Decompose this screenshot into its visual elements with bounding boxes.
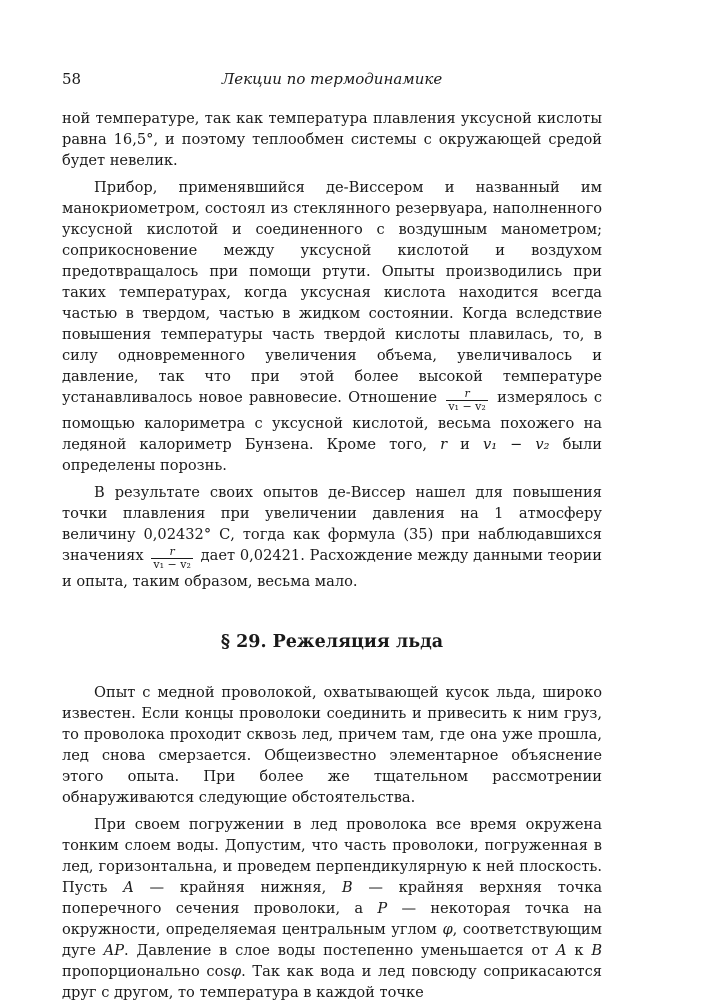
paragraph-text: Опыт с медной проволокой, охватывающей кусок льда, широко известен. Если концы проволоки соединить и привесить к ним груз, то проволока проходит сквозь лед, причем там, где она уже прошла, лед снова смерзается. Общеизвестно элементарное объяснение этого опыта. При более же тщательном рассмотрении обнаруживаются следующие обстоятельства.	[62, 684, 602, 806]
paragraph-text: дает 0,02421. Расхождение между данными теории и опыта, таким образом, весьма мало.	[62, 547, 603, 590]
paragraph-text: пропорционально cos	[62, 963, 231, 980]
paragraph-text: . Давление в слое воды постепенно уменьшается от	[124, 942, 549, 959]
paragraph-wire	[62, 814, 602, 1003]
fraction-r-over-dv	[446, 388, 487, 413]
fraction-numerator: r	[151, 546, 192, 559]
paragraph-text: ной температуре, так как температура плавления уксусной кислоты равна 16,5°, и поэтому теплообмен системы с окружающей средой будет невелик.	[62, 110, 602, 169]
fraction-denominator: v₁ − v₂	[153, 558, 191, 571]
book-page	[62, 70, 602, 1003]
math-variable: φ	[230, 963, 242, 980]
page-number: 58	[62, 70, 82, 88]
math-variable: A	[556, 942, 567, 959]
running-title: Лекции по термодинамике	[221, 70, 443, 88]
math-variable: φ	[442, 921, 453, 938]
paragraph-text: были определены порознь.	[62, 436, 603, 474]
paragraph-manocryometer	[62, 177, 602, 476]
math-expression: v₁ − v₂	[482, 436, 550, 453]
body-text	[62, 108, 602, 1003]
paragraph-text: — крайняя нижняя,	[149, 879, 327, 896]
paragraph-text: Прибор, применявшийся де-Виссером и названный им манокриометром, состоял из стеклянного резервуара, наполненного уксусной кислотой и соединенного с воздушным манометром; соприкосновение между уксусной кислотой и воздухом предотвращалось при помощи ртути. Опыты производились при таких температурах, когда уксусная кислота находится всегда частью в твердом, частью в жидком состоянии. Когда вследствие повышения температуры часть твердой кислоты плавилась, то, в силу одновременного увеличения объема, увеличивалось и давление, так что при этой более высокой температуре устанавливалось новое равновесие. Отношение	[62, 179, 602, 406]
paragraph-text: и	[460, 436, 470, 453]
fraction-denominator: v₁ − v₂	[448, 400, 486, 413]
math-variable: B	[341, 879, 353, 896]
paragraph-results	[62, 482, 602, 592]
paragraph-text: . Так как вода и лед повсюду соприкасаются друг с другом, то температура в каждой точке	[62, 963, 602, 1001]
fraction-r-over-dv	[151, 546, 192, 571]
math-variable: AP	[103, 942, 125, 959]
paragraph-text: — крайняя верхняя точка поперечного сечения проволоки, а	[62, 879, 603, 917]
paragraph-text: При своем погружении в лед проволока все время окружена тонким слоем воды. Допустим, что часть проволоки, погруженная в лед, горизонтальна, и проведем перпендикулярную к ней плоскость. Пусть	[62, 816, 602, 896]
math-variable: P	[377, 900, 388, 917]
math-variable: r	[440, 436, 448, 453]
paragraph-text: — некоторая точка на окружности, определяемая центральным углом	[62, 900, 602, 938]
paragraph-text: к	[574, 942, 584, 959]
section-heading: § 29. Режеляция льда	[220, 632, 444, 652]
math-variable: B	[591, 942, 603, 959]
paragraph-text: измерялось с помощью калориметра с уксусной кислотой, весьма похожего на ледяной калориметр Бунзена. Кроме того,	[62, 389, 603, 453]
fraction-numerator: r	[446, 388, 487, 401]
running-head	[62, 70, 602, 96]
paragraph-experiment	[62, 682, 602, 808]
paragraph-continuation	[62, 108, 602, 171]
paragraph-text: , соответствующим дуге	[62, 921, 602, 959]
paragraph-text: В результате своих опытов де-Виссер нашел для повышения точки плавления при увеличении давления на 1 атмосферу величину 0,02432° С, тогда как формула (35) при наблюдавшихся значениях	[62, 484, 602, 564]
math-variable: A	[123, 879, 134, 896]
